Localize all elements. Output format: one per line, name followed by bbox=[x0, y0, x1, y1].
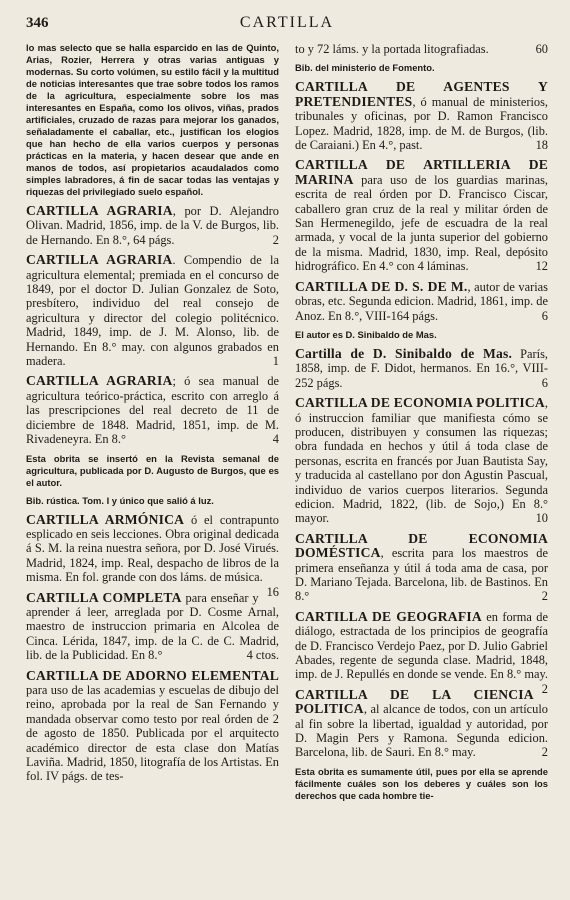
entry-text: ; ó sea manual de agricultura teórico-práctica, escrito con arreglo á las prescripciones del real decreto de 11 de diciembre de 1848. Madrid, 1851, imp. de M. Rivadeneyra. En 8.° bbox=[26, 374, 280, 447]
entry-headword: CARTILLA DE LA CIENCIA POLITICA bbox=[295, 686, 534, 717]
entry-price: 10 bbox=[535, 511, 548, 526]
entry-price: 6 bbox=[541, 375, 548, 390]
entry-price: 4 bbox=[272, 432, 279, 447]
running-head: CARTILLA bbox=[239, 14, 335, 31]
entry-headword: CARTILLA DE GEOGRAFIA bbox=[295, 608, 482, 624]
entry-note: Esta obrita es sumamente útil, pues por ella se aprende fácilmente cuáles son los deberes y cuáles son los derechos que cada hombre tie- bbox=[295, 765, 548, 801]
entry-headword: CARTILLA DE ECONOMIA POLITICA bbox=[295, 395, 545, 411]
entry-price: 6 bbox=[541, 308, 548, 323]
entry-text: , escrita para los maestros de primera enseñanza y útil á toda ama de casa, por D. Mariano Tejada. Barcelona, lib. de Bastinos. En 8.° bbox=[295, 546, 548, 604]
entry-headword: CARTILLA AGRARIA bbox=[26, 373, 173, 389]
entry-price: 4 ctos. bbox=[246, 648, 279, 663]
entry-note: Bib. del ministerio de Fomento. bbox=[295, 62, 435, 74]
entry-text: para uso de las academias y escuelas de dibujo del reino, aprobada por la real de San Fernando y mandada observar como testo por real órden de 2 de agosto de 1850. Publicada por el arquitecto académico director de esta clase don Matías Laviña. Madrid, 1850, litografía de los Artistas. En fol. IV págs. de tes- bbox=[26, 682, 279, 784]
entry-text: , por D. Alejandro Olivan. Madrid, 1856, imp. de la V. de Burgos, lib. de Hernando. En 8.°, 64 págs. bbox=[26, 204, 279, 247]
entry-price: 2 bbox=[541, 681, 548, 696]
entry-price: 18 bbox=[535, 138, 548, 153]
entry-text: to y 72 láms. y la portada litografiadas. bbox=[295, 42, 489, 56]
entry-note: Esta obrita se insertó en la Revista semanal de agricultura, publicada por D. Augusto de Burgos, que es el autor. bbox=[26, 452, 279, 488]
catalog-entry bbox=[295, 158, 548, 273]
entry-text: ó el contrapunto esplicado en seis lecciones. Obra original dedicada á S. M. la reina nuestra señora, por D. José Virués. Madrid, 1824, imp. Real, despacho de libros de la misma. En fol. grande con dos láms. de música. bbox=[26, 512, 279, 585]
page-number: 346 bbox=[26, 15, 49, 31]
catalog-entry bbox=[295, 80, 548, 152]
catalog-entry bbox=[295, 688, 548, 760]
entry-headword: CARTILLA COMPLETA bbox=[26, 589, 182, 605]
page-header bbox=[26, 14, 548, 38]
entry-headword: CARTILLA DE ECONOMIA DOMÉSTICA bbox=[295, 530, 548, 561]
entry-text: , autor de varias obras, etc. Segunda edicion. Madrid, 1861, imp. de Anoz. En 8.°, VIII-164 págs. bbox=[295, 279, 548, 323]
catalog-entry bbox=[295, 532, 548, 604]
entry-text: en forma de diálogo, estractada de los principios de geografía de D. Francisco Verdejo Paez, por D. Julio Gabriel Abades, regente de segunda clase. Madrid, 1848, imp. de J. Repullés en donde se vende. En 8.° may. bbox=[295, 609, 548, 682]
entry-text: , ó manual de ministerios, tribunales y oficinas, por D. Ramon Francisco Lopez. Madrid, 1828, imp. de M. de Burgos, (lib. de Caraiani.) En 4.°, past. bbox=[295, 94, 548, 153]
catalog-entry bbox=[26, 591, 279, 663]
entry-price: 16 bbox=[266, 584, 279, 599]
entry-headword: Cartilla de D. Sinibaldo de Mas. bbox=[295, 345, 513, 361]
catalog-entry bbox=[26, 253, 279, 368]
entry-note: El autor es D. Sinibaldo de Mas. bbox=[295, 328, 437, 340]
entry-headword: CARTILLA DE AGENTES Y PRETENDIENTES bbox=[295, 79, 548, 109]
entry-text: para uso de los guardias marinas, escrita de real órden por D. Francisco Ciscar, caballero gran cruz de la real y militar órden de San Hermenegildo, jefe de escuadra de la real armada, y vocal de la junta superior del gobierno de la misma. Madrid, 1830, imp. Real, depósito hidrográfico. En 4.° con 4 láminas. bbox=[295, 172, 548, 274]
entry-text: París, 1858, imp. de F. Didot, hermanos. En 16.°, VIII-252 págs. bbox=[295, 346, 548, 390]
entry-text: . Compendio de la agricultura elemental; premiada en el concurso de 1849, por el doctor D. Julian Gonzalez de Soto, presbítero, individuo del real consejo de agricultura y director del colegio politécnico. Madrid, 1849, imp. de J. M. Alonso, lib. de Hernando. En 8.° may. con algunos grabados en madera. bbox=[26, 253, 279, 369]
catalog-entry bbox=[26, 204, 279, 247]
entry-price: 2 bbox=[272, 232, 279, 247]
right-column bbox=[295, 42, 548, 808]
catalog-entry bbox=[295, 396, 548, 526]
entry-headword: CARTILLA AGRARIA bbox=[26, 252, 173, 268]
catalog-entry bbox=[295, 280, 548, 323]
entry-text: , al alcance de todos, con un artículo al fin sobre la libertad, igualdad y autoridad, por D. Magin Pers y Ramona. Segunda edicion. Barcelona, lib. de Sauri. En 8.° may. bbox=[295, 702, 548, 760]
entry-price: 60 bbox=[535, 42, 548, 56]
left-column bbox=[26, 42, 279, 808]
entry-price: 1 bbox=[272, 354, 279, 369]
catalog-entry bbox=[295, 608, 548, 696]
entry-headword: CARTILLA DE ADORNO ELEMENTAL bbox=[26, 667, 279, 683]
entry-note: lo mas selecto que se halla esparcido en las de Quinto, Arias, Rozier, Herrera y otras varias antiguas y modernas. Su corto volúmen, su estilo fácil y la multitud de noticias interesantes que trae sobre todos los ramos de la agricultura, especialmente sobre los mas interesantes en España, como los olivos, viñas, prados artificiales, cruzado de razas para mejorar los ganados, señaladamente el caballar, etc., justifican los elogios que han hecho de ella varios cuerpos y personas prácticas en la materia, y hacen desear que ande en manos de todos, así propietarios acaudalados como simples labradores, á fin de sacar todas las ventajas y riquezas del privilegiado suelo español. bbox=[26, 42, 279, 197]
text-columns bbox=[26, 42, 548, 808]
entry-headword: CARTILLA AGRARIA bbox=[26, 203, 173, 218]
entry-headword: CARTILLA DE ARTILLERIA DE MARINA bbox=[295, 157, 548, 187]
catalog-entry bbox=[26, 374, 279, 446]
entry-price: 2 bbox=[541, 589, 548, 604]
entry-price: 12 bbox=[535, 259, 548, 274]
entry-text: para enseñar y aprender á leer, arreglada por D. Cosme Arnal, maestro de instruccion primaria en Alcolea de Cinca. Lérida, 1847, imp. de la C. de C. Madrid, lib. de la Publicidad. En 8.° bbox=[26, 590, 279, 663]
entry-text: , ó instruccion familiar que manifiesta cómo se producen, distribuyen y consumen las riquezas; obra fundada en hechos y útil á toda clase de personas, escrita en francés por Juan Bautista Say, y traducida al castellano por don Agustin Pascual, individuo de varios cuerpos literarios. Segunda edicion. Madrid, 1822, (lib. de Sojo,) En 8.° mayor. bbox=[295, 396, 548, 526]
entry-price: 2 bbox=[541, 745, 548, 760]
catalog-entry bbox=[295, 347, 548, 390]
entry-headword: CARTILLA ARMÓNICA bbox=[26, 511, 185, 527]
catalog-entry bbox=[295, 42, 548, 56]
entry-headword: CARTILLA DE D. S. DE M. bbox=[295, 278, 468, 294]
entry-note: Bib. rústica. Tom. I y único que salió á luz. bbox=[26, 494, 214, 506]
catalog-entry bbox=[26, 669, 279, 784]
